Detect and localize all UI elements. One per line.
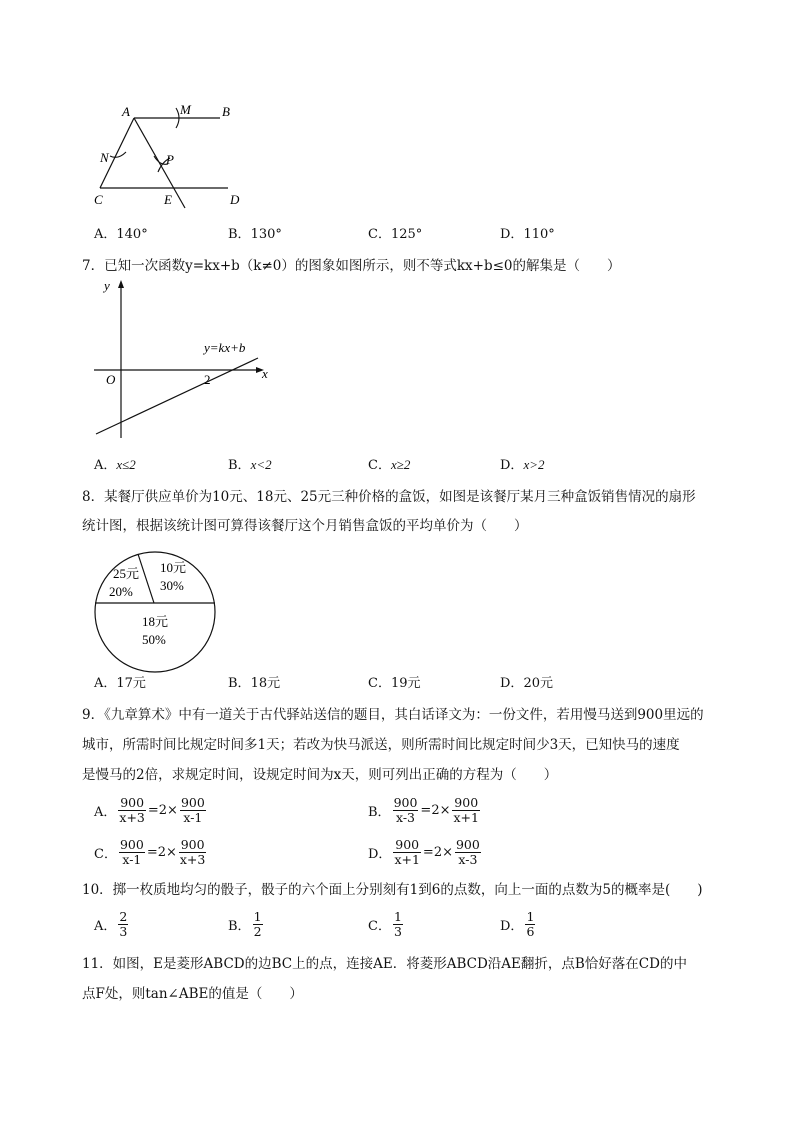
q7-option-b[interactable]: B．x<2 <box>228 457 272 473</box>
function-line <box>96 358 258 434</box>
q9-c-frac-left: $\frac{900}{x-1}$ <box>119 837 144 867</box>
q9-stem-line3: 是慢马的2倍，求规定时间，设规定时间为x天，则可列出正确的方程为（ ） <box>82 767 558 783</box>
q9-b-frac-right: $\frac{900}{x+1}$ <box>453 795 479 825</box>
q9-b-frac-left: $\frac{900}{x-3}$ <box>393 795 418 825</box>
q9-option-a[interactable]: A． $\frac{900}{x+3}$ =2× $\frac{900}{x-1}$ <box>94 795 205 825</box>
pie-label-10-percent: 30% <box>160 578 184 593</box>
q6-option-d[interactable]: D．110° <box>500 227 555 242</box>
q10-option-c[interactable]: C． $\frac{1}{3}$ <box>368 909 402 939</box>
label-d: D <box>230 192 240 207</box>
q8-pie-chart <box>92 550 222 678</box>
x-axis-label: x <box>262 366 268 381</box>
label-b: B <box>222 104 230 119</box>
q9-a-frac-right: $\frac{900}{x-1}$ <box>180 795 205 825</box>
origin-label: O <box>106 372 116 387</box>
q8-option-c[interactable]: C．19元 <box>368 676 421 691</box>
q9-a-frac-left: $\frac{900}{x+3}$ <box>119 795 145 825</box>
q10-b-frac: $\frac{1}{2}$ <box>253 909 262 939</box>
q6-option-c[interactable]: C．125° <box>368 227 423 242</box>
y-axis-label: y <box>104 278 110 293</box>
label-n: N <box>100 150 109 165</box>
q6-figure <box>88 100 248 210</box>
q8-option-a[interactable]: A．17元 <box>94 676 146 691</box>
q10-option-b[interactable]: B． $\frac{1}{2}$ <box>228 909 262 939</box>
pie-label-10-price: 10元 <box>160 560 187 575</box>
q8-option-b[interactable]: B．18元 <box>228 676 281 691</box>
q7-option-a[interactable]: A．x≤2 <box>94 457 136 473</box>
x-intercept-label: 2 <box>204 372 211 387</box>
q11-stem-line2: 点F处，则tan∠ABE的值是（ ） <box>82 986 303 1002</box>
pie-divider-slanted <box>138 554 154 603</box>
y-axis-arrow <box>118 280 124 288</box>
q7-option-c[interactable]: C．x≥2 <box>368 457 411 473</box>
arc-n <box>110 152 126 157</box>
q6-option-b[interactable]: B．130° <box>228 227 282 242</box>
q10-option-d[interactable]: D． $\frac{1}{6}$ <box>500 909 535 939</box>
q9-option-d[interactable]: D． $\frac{900}{x+1}$ =2× $\frac{900}{x-3}$ <box>368 837 480 867</box>
label-p: P <box>166 152 174 167</box>
q8-option-d[interactable]: D．20元 <box>500 676 553 691</box>
pie-label-25-price: 25元 <box>113 566 140 581</box>
q9-option-c[interactable]: C． $\frac{900}{x-1}$ =2× $\frac{900}{x+3}$ <box>94 837 206 867</box>
q9-stem-line1: 9．《九章算术》中有一道关于古代驿站送信的题目，其白话译文为：一份文件，若用慢马送到900里远的 <box>82 707 704 723</box>
pie-label-25-percent: 20% <box>109 584 133 599</box>
q6-option-a[interactable]: A．140° <box>94 227 148 242</box>
line-equation-label: y=kx+b <box>204 340 246 355</box>
label-m: M <box>180 102 191 117</box>
q8-stem-line2: 统计图，根据该统计图可算得该餐厅这个月销售盒饭的平均单价为（ ） <box>82 518 528 534</box>
pie-label-18-price: 18元 <box>142 614 169 629</box>
q9-d-frac-left: $\frac{900}{x+1}$ <box>394 837 420 867</box>
pie-label-18-percent: 50% <box>142 632 166 647</box>
q9-d-frac-right: $\frac{900}{x-3}$ <box>455 837 480 867</box>
label-a: A <box>122 104 130 119</box>
q8-stem-line1: 8．某餐厅供应单价为10元、18元、25元三种价格的盒饭，如图是该餐厅某月三种盒饭销售情况的扇形 <box>82 489 696 505</box>
q10-d-frac: $\frac{1}{6}$ <box>526 909 535 939</box>
q9-option-b[interactable]: B． $\frac{900}{x-3}$ =2× $\frac{900}{x+1}$ <box>368 795 479 825</box>
q11-stem-line1: 11．如图，E是菱形ABCD的边BC上的点，连接AE．将菱形ABCD沿AE翻折，点B恰好落在CD的中 <box>82 956 687 972</box>
q7-option-d[interactable]: D．x>2 <box>500 457 545 473</box>
label-e: E <box>164 192 172 207</box>
label-c: C <box>94 192 103 207</box>
q10-a-frac: $\frac{2}{3}$ <box>119 909 128 939</box>
q10-c-frac: $\frac{1}{3}$ <box>393 909 402 939</box>
q9-stem-line2: 城市，所需时间比规定时间多1天；若改为快马派送，则所需时间比规定时间少3天，已知快马的速度 <box>82 737 680 753</box>
q9-c-frac-right: $\frac{900}{x+3}$ <box>179 837 206 867</box>
q7-stem: 7．已知一次函数y=kx+b（k≠0）的图象如图所示，则不等式kx+b≤0的解集是（ ） <box>82 258 621 274</box>
q10-option-a[interactable]: A． $\frac{2}{3}$ <box>94 909 128 939</box>
q7-graph <box>88 278 288 443</box>
q10-stem: 10．掷一枚质地均匀的骰子，骰子的六个面上分别刻有1到6的点数，向上一面的点数为5的概率是( ) <box>82 882 703 898</box>
